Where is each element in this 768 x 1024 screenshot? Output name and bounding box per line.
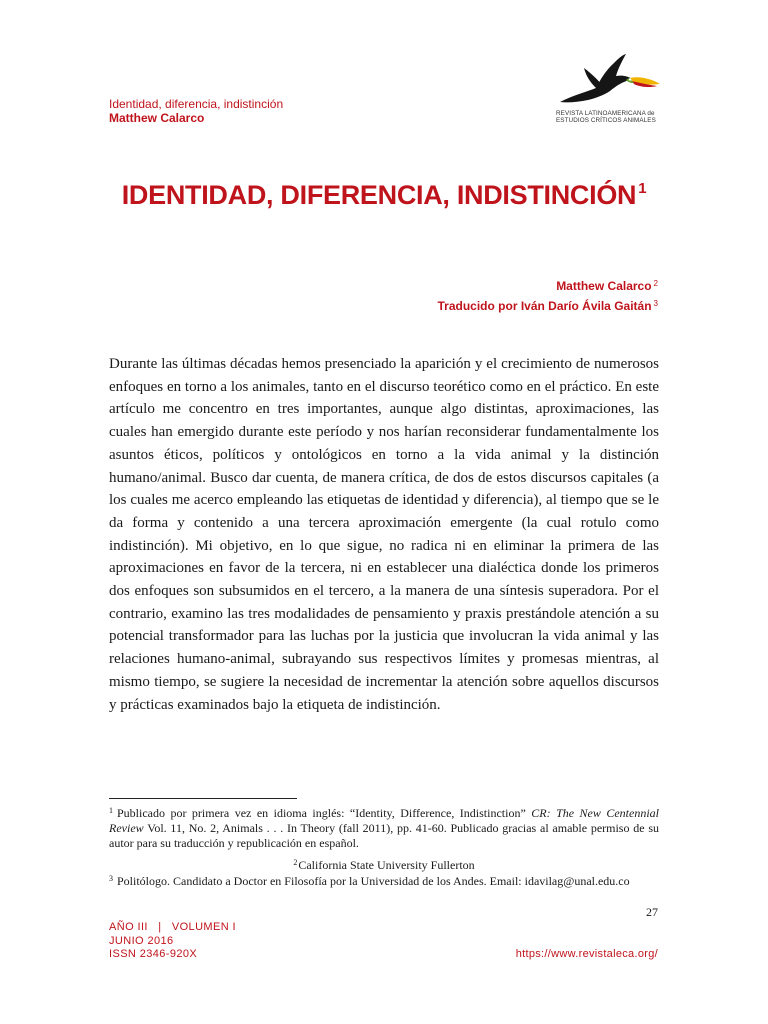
footnote-3-mark: 3 (109, 874, 113, 883)
date-line: JUNIO 2016 (109, 934, 174, 947)
translator-line (437, 299, 658, 313)
footnote-3 (109, 871, 659, 889)
footnote-1-text-a: Publicado por primera vez en idioma inglés: “Identity, Difference, Indistinction” (117, 806, 532, 820)
running-title: Identidad, diferencia, indistinción (109, 97, 284, 111)
footnote-divider (109, 798, 297, 799)
translator-footnote-ref[interactable]: 3 (653, 299, 658, 308)
article-title-text: IDENTIDAD, DIFERENCIA, INDISTINCIÓN (121, 180, 637, 210)
footnote-1 (109, 803, 659, 851)
author-line (556, 279, 658, 293)
page-number: 27 (646, 905, 658, 919)
toucan-logo-icon (556, 52, 666, 110)
author-footnote-ref[interactable]: 2 (653, 279, 658, 288)
journal-logo (556, 52, 666, 132)
footnote-2-mark: 2 (293, 858, 298, 867)
footnote-3-text: Politólogo. Candidato a Doctor en Filosofía por la Universidad de los Andes. Email: idavilag@unal.edu.co (117, 874, 630, 888)
title-footnote-ref[interactable]: 1 (638, 180, 647, 197)
running-header (109, 97, 283, 125)
translator-name: Traducido por Iván Darío Ávila Gaitán (437, 299, 652, 313)
issue-info (109, 921, 236, 962)
volume-line: AÑO III | VOLUMEN I (109, 921, 236, 933)
footnote-2-text: California State University Fullerton (298, 858, 475, 872)
footnote-1-journal: CR: The New Centennial Review (109, 806, 660, 835)
author-name: Matthew Calarco (556, 279, 652, 293)
logo-line-1: REVISTA LATINOAMERICANA de (556, 110, 655, 117)
logo-line-2: ESTUDIOS CRÍTICOS ANIMALES (556, 117, 656, 124)
abstract-paragraph: Durante las últimas décadas hemos presenciado la aparición y el crecimiento de numerosos enfoques en torno a los animales, tanto en el discurso teorético como en el práctico. En este artículo me concentro en tres importantes, aunque algo distintas, aproximaciones, las cuales han emergido durante este período y nos harían reconsiderar fundamentalmente los asuntos éticos, políticos y ontológicos en torno a la vida animal y la distinción humano/animal. Busco dar cuenta, de manera crítica, de dos de estos discursos capitales (a los cuales me acerco empleando las etiquetas de identidad y diferencia), al tiempo que se le da forma y contenido a una tercera aproximación emergente (la cual rotulo como indistinción). Mi objetivo, en lo que sigue, no radica ni en eliminar la primera de las aproximaciones en favor de la tercera, ni en establecer una dialéctica donde los primeros dos enfoques son subsumidos en el tercero, a la manera de una síntesis superadora. Por el contrario, examino las tres modalidades de pensamiento y praxis prestándole atención a su potencial transformador para las luchas por la justicia que involucran la vida animal y las relaciones humano-animal, subrayando sus respectivos límites y promesas mientras, al mismo tiempo, se sugiere la necesidad de incrementar la atención sobre aquellos discursos y prácticas examinados bajo la etiqueta de indistinción. (109, 356, 659, 713)
issn-line: ISSN 2346-920X (109, 948, 198, 960)
article-title (0, 180, 768, 211)
footnote-1-text-b: Vol. 11, No. 2, Animals . . . In Theory (fall 2011), pp. 41-60. Publicado gracias al amable permiso de su autor para su traducción y republicación en español. (109, 821, 659, 850)
logo-caption (556, 110, 656, 124)
running-author: Matthew Calarco (109, 111, 205, 125)
footnote-1-mark: 1 (109, 806, 113, 815)
journal-url-link[interactable]: https://www.revistaleca.org/ (515, 948, 658, 960)
